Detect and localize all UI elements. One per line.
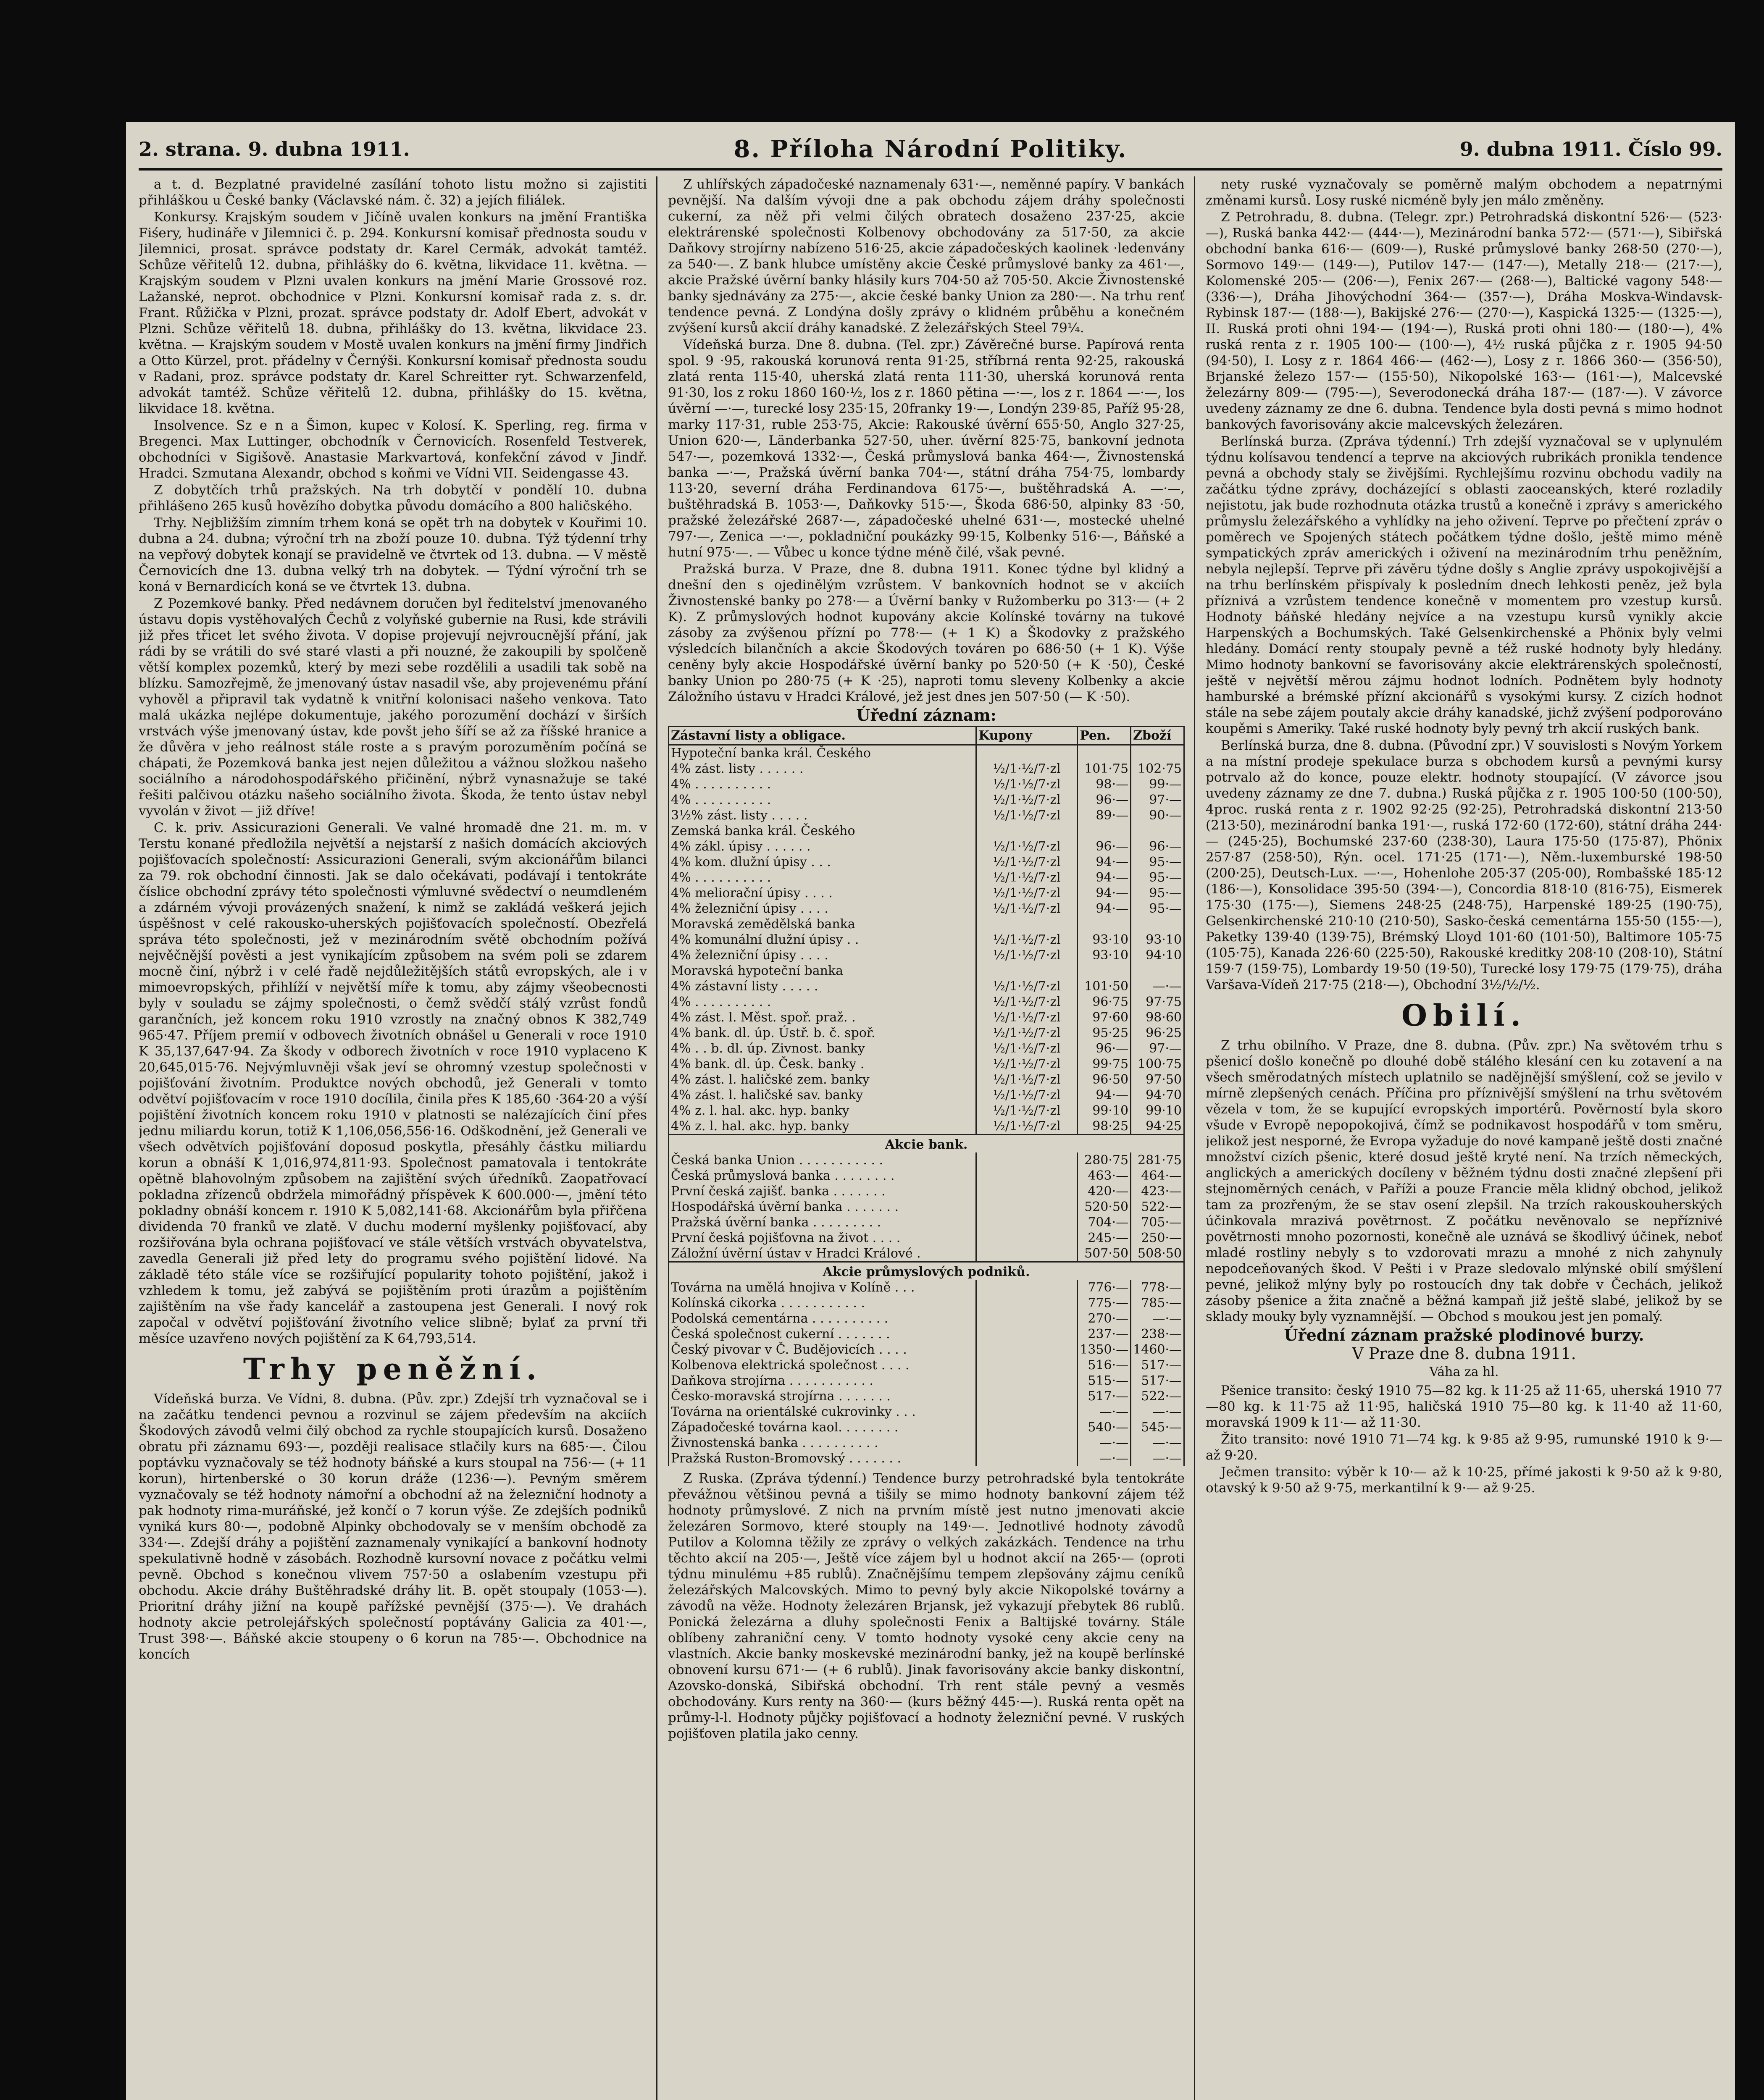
table-row bbox=[669, 1056, 1184, 1072]
row-pen: 463·— bbox=[1078, 1168, 1131, 1184]
row-zbozi: —·— bbox=[1131, 1404, 1184, 1420]
row-kupony: ½/1·½/7·zl bbox=[976, 1087, 1078, 1103]
row-zbozi: 96·— bbox=[1131, 839, 1184, 854]
table-row bbox=[669, 948, 1184, 963]
row-kupony: ½/1·½/7·zl bbox=[976, 808, 1078, 823]
row-kupony bbox=[976, 1435, 1078, 1451]
row-name: Záložní úvěrní ústav v Hradci Králové . bbox=[669, 1246, 976, 1262]
row-pen: 94·— bbox=[1078, 870, 1131, 885]
row-pen: 99·10 bbox=[1078, 1103, 1131, 1118]
grain-jecmen: Ječmen transito: výběr k 10·— až k 10·25, přímé jakosti k 9·50 až k 9·80, otavský k 9·50 až 9·75, merkantilní k 9·— až 9·25. bbox=[1206, 1465, 1722, 1496]
section-heading-trhy-penezni: Trhy peněžní. bbox=[243, 1352, 543, 1386]
table-row bbox=[669, 1246, 1184, 1262]
row-kupony: ½/1·½/7·zl bbox=[976, 839, 1078, 854]
row-zbozi: 785·— bbox=[1131, 1295, 1184, 1311]
column-divider bbox=[1194, 176, 1195, 2100]
article-videnska-burza-zaver: Vídeňská burza. Dne 8. dubna. (Tel. zpr.) Závěrečné burse. Papírová renta spol. 9 ·95, rakouská korunová renta 91·25, stříbrná renta 92·25, rakouská zlatá renta 115·40, uherská zlatá renta 111·30, uherská korunová renta 91·30, los z roku 1860 160·½, los z r. 1860 pětina —·—, los z r. 1864 —·—, los úvěrní —·—, turecké losy 235·15, 20franky 19·—, Londýn 239·85, Paříž 95·28, marky 117·31, ruble 253·75, Akcie: Rakouské úvěrní 655·50, Anglo 327·25, Union 620·—, Länderbanka 527·50, uher. úvěrní 825·75, bankovní jednota 547·—, pozemková 1332·—, Česká průmyslová banka 464·—, Živnostenská banka —·—, Pražská úvěrní banka 704·—, státní dráha 754·75, lombardy 113·20, severní dráha Ferdinandova 6175·—, buštěhradská A. —·—, buštěhradská B. 1053·—, Daňkovky 515·—, Škoda 686·50, alpinky 83 ·50, pražské železářské 2687·—, západočeské uhelné 631·—, mostecké uhelné 797·—, Zenica —·—, pokladniční poukázky 99·15, Kolbenky 516·—, Báňské a hutní 975·—. — Vůbec u konce týdne méně čilé, však pevné. bbox=[668, 337, 1185, 560]
table-row bbox=[669, 745, 1184, 761]
newspaper-page bbox=[126, 122, 1735, 2100]
row-kupony bbox=[976, 745, 1078, 761]
table-row bbox=[669, 885, 1184, 901]
row-name: 4% kom. dlužní úpisy . . . bbox=[669, 854, 976, 870]
row-pen: —·— bbox=[1078, 1435, 1131, 1451]
row-pen: 520·50 bbox=[1078, 1199, 1131, 1215]
row-zbozi: 508·50 bbox=[1131, 1246, 1184, 1262]
row-pen: —·— bbox=[1078, 1404, 1131, 1420]
row-kupony bbox=[976, 916, 1078, 932]
quotes-table bbox=[668, 726, 1185, 1466]
row-kupony: ½/1·½/7·zl bbox=[976, 948, 1078, 963]
row-zbozi: —·— bbox=[1131, 1435, 1184, 1451]
header-rule bbox=[139, 168, 1722, 171]
row-name: 4% komunální dlužní úpisy . . bbox=[669, 932, 976, 948]
col-header-kupony: Kupony bbox=[976, 727, 1078, 745]
row-kupony: ½/1·½/7·zl bbox=[976, 870, 1078, 885]
table-row bbox=[669, 1326, 1184, 1342]
row-name: Západočeské továrna kaol. . . . . . . . bbox=[669, 1420, 976, 1435]
row-name: 4% . . . . . . . . . . bbox=[669, 777, 976, 792]
article-konkursy: Konkursy. Krajským soudem v Jičíně uvalen konkurs na jmění Františka Fiśery, hudináře v Jilemnici č. p. 294. Konkursní komisař přednosta soudu v Jilemnici, prosat. správce podstaty dr. Karel Cermák, advokát tamtéž. Schůze věřitelů 12. dubna, přihlášky do 6. května, likvidace 11. května. — Krajským soudem v Plzni uvalen konkurs na jmění Marie Grossové roz. Lažanské, neprot. obchodnice v Plzni. Konkursní komisař rada z. s. dr. Frant. Růžička v Plzni, prozat. správce podstaty dr. Adolf Ebert, advokát v Plzni. Schůze věřitelů 18. dubna, přihlášky do 13. května, likvidace 23. května. — Krajským soudem v Mostě uvalen konkurs na jmění firmy Jindřich a Otto Kürzel, prot. přádelny v Černýši. Konkursní komisař přednosta soudu v Radani, proz. správce podstaty dr. Karel Schreitter ryt. Schwarzenfeld, advokát tamtéž. Schůze věřitelů 12. dubna, přihlášky do 15. května, likvidace 18. května. bbox=[139, 210, 647, 416]
row-zbozi: 98·60 bbox=[1131, 1010, 1184, 1025]
row-name: 4% zákl. úpisy . . . . . . bbox=[669, 839, 976, 854]
table-row bbox=[669, 1184, 1184, 1199]
table-row bbox=[669, 1357, 1184, 1373]
row-zbozi: 94·10 bbox=[1131, 948, 1184, 963]
row-kupony: ½/1·½/7·zl bbox=[976, 1056, 1078, 1072]
col-header-pen: Pen. bbox=[1078, 727, 1131, 745]
table-row bbox=[669, 1420, 1184, 1435]
table-row bbox=[669, 932, 1184, 948]
row-name: Český pivovar v Č. Budějovicích . . . . bbox=[669, 1342, 976, 1357]
row-zbozi: 96·25 bbox=[1131, 1025, 1184, 1041]
row-pen: 507·50 bbox=[1078, 1246, 1131, 1262]
article-prazske-hodnoty: Z uhlířských západočeské naznamenaly 631·—, neměnné papíry. V bankách pevnější. Na dalším vývoji dne a pak obchodu zájem dráhy společnosti cukerní, za něž při velmi čilých obratech dosaženo 237·25, akcie elektrárenské společnosti Kolbenovy obchodovány za 517·50, za akcie Daňkovy strojírny nabízeno 516·25, akcie západočeských kaolinek ·ledenvány za 540·—. Z bank hlubce umístěny akcie České průmyslové banky za 461·—, akcie Pražské úvěrní banky hlásily kurs 704·50 až 705·50. Akcie Živnostenské banky sjednávány za 275·—, akcie české banky Union za 280·—. Na trhu renť tendence pevná. Z Londýna došly zprávy o klidném průběhu a konečném zvýšení kursů akcií dráhy kanadské. Z železářských Steel 79¼. bbox=[668, 177, 1185, 336]
row-zbozi bbox=[1131, 963, 1184, 979]
group-heading-akcie-prumyslovych: Akcie průmyslových podniků. bbox=[669, 1262, 1184, 1280]
table-row bbox=[669, 1311, 1184, 1326]
article-subscription: a t. d. Bezplatné pravidelné zasílání tohoto listu možno si zajistiti přihláškou u České banky (Václavské nám. č. 32) a jejích filiálek. bbox=[139, 177, 647, 208]
row-kupony bbox=[976, 1357, 1078, 1373]
row-pen: 96·50 bbox=[1078, 1072, 1131, 1087]
row-pen: 96·— bbox=[1078, 839, 1131, 854]
row-kupony bbox=[976, 1326, 1078, 1342]
column-middle bbox=[668, 176, 1185, 2100]
table-row bbox=[669, 1087, 1184, 1103]
row-pen: 776·— bbox=[1078, 1280, 1131, 1295]
row-name: Moravská zemědělská banka bbox=[669, 916, 976, 932]
row-kupony bbox=[976, 1373, 1078, 1389]
row-name: 4% zást. l. Měst. spoř. praž. . bbox=[669, 1010, 976, 1025]
row-zbozi: 517·— bbox=[1131, 1373, 1184, 1389]
table-row bbox=[669, 1342, 1184, 1357]
table-row bbox=[669, 963, 1184, 979]
grain-psenice: Pšenice transito: český 1910 75—82 kg. k 11·25 až 11·65, uherská 1910 77—80 kg. k 11·75 až 11·95, haličská 1910 75—80 kg. k 11·40 až 11·60, moravská 1909 k 11·— až 11·30. bbox=[1206, 1383, 1722, 1430]
row-kupony bbox=[976, 1215, 1078, 1230]
row-kupony bbox=[976, 1184, 1078, 1199]
official-listing-title: Úřední záznam: bbox=[856, 706, 996, 724]
article-ruske-hodnoty: nety ruské vyznačovaly se poměrně malým obchodem a nepatrnými změnami kursů. Losy ruské nicméně byly jen málo změněny. bbox=[1206, 177, 1722, 208]
row-zbozi: —·— bbox=[1131, 979, 1184, 994]
row-name: Živnostenská banka . . . . . . . . . . bbox=[669, 1435, 976, 1451]
row-pen: 270·— bbox=[1078, 1311, 1131, 1326]
row-name: Pražská úvěrní banka . . . . . . . . . bbox=[669, 1215, 976, 1230]
article-prazska-burza: Pražská burza. V Praze, dne 8. dubna 1911. Konec týdne byl klidný a dnešní den s ojedinělým vzrůstem. V bankovních hodnot se v akciích Živnostenské banky po 278·— a Úvěrní banky v Ružomberku po 313·— (+ 2 K). Z průmyslových hodnot kupovány akcie Kolínské továrny na tukové zásoby za zvýšenou přízní po 778·— (+ 1 K) a Škodovky z pražského výsledcích bilančních a akcie Škodových továren po 686·50 (+ 1 K). Výše ceněny byly akcie Hospodářské úvěrní banky po 520·50 (+ K ·50), České banky Union po 280·75 (+ K ·25), naproti tomu sleveny Kolbenky a akcie Záložního ústavu v Hradci Králové, jež jest dnes jen 507·50 (— K ·50). bbox=[668, 562, 1185, 704]
row-name: 4% zást. listy . . . . . . bbox=[669, 761, 976, 777]
row-pen: 98·25 bbox=[1078, 1118, 1131, 1135]
row-pen bbox=[1078, 823, 1131, 839]
row-kupony bbox=[976, 1246, 1078, 1262]
row-pen: 280·75 bbox=[1078, 1152, 1131, 1168]
grain-zito: Žito transito: nové 1910 71—74 kg. k 9·85 až 9·95, rumunské 1910 k 9·— až 9·20. bbox=[1206, 1432, 1722, 1463]
article-z-trhu-obilniho: Z trhu obilního. V Praze, dne 8. dubna. (Pův. zpr.) Na světovém trhu s pšenicí došlo konečně po dlouhé době stálého klesání cen ku zotavení a na všech směrodatných místech uplatnilo se nadějnější smýšlení, což se jevilo v mírně zlepšených cenách. Příčina pro příznivější smýšlení na trhu světovém vězela v tom, že se kupující evropských importérů. Pověrností byla skoro všude v Evropě nepopokojivá, čímž se podnikavost hospodářů v tom směru, jelikož jest nesporné, že Evropa vyžaduje do nové kampaně ještě dosti značné množství cizích pšenic, které dosud ještě kryté není. Na trzích německých, anglických a amerických docíleny v běžném týdnu dosti značné zlepšení při stejnoměrných cenách, v Paříži a pouze Francie měla klidný obchod, jelikož tam za prozřeným, že se stav osení zlepšil. Na trzích rakouskouherských účinkovala mrazivá povětrnost. Z počátku nevěnovalo se nepříznivé povětrnosti mnoho pozornosti, konečně ale uznává se škodlivý účinek, neboť mladé rostliny nebyly s to vzdorovati mrazu a mnohé z nich zahynuly nepodceňovaných škod. V Pešti i v Praze sledovalo mlýnské obilí smýšlení pevné, jelikož mlýny byly po rostoucích dny tak dobře v Čechách, jelikož zásoby pšenice a žita značně a běžná kampaň již ještě slabé, jelikož by se sklady mouky byly vyznamnější. — Obchod s moukou jest jen pomalý. bbox=[1206, 1038, 1722, 1324]
row-pen: 94·— bbox=[1078, 854, 1131, 870]
row-kupony bbox=[976, 1152, 1078, 1168]
row-pen: 97·60 bbox=[1078, 1010, 1131, 1025]
table-row bbox=[669, 1435, 1184, 1451]
row-kupony: ½/1·½/7·zl bbox=[976, 854, 1078, 870]
row-kupony bbox=[976, 963, 1078, 979]
row-kupony: ½/1·½/7·zl bbox=[976, 792, 1078, 808]
row-name: Hospodářská úvěrní banka . . . . . . . bbox=[669, 1199, 976, 1215]
section-heading-obili: Obilí. bbox=[1401, 998, 1527, 1033]
row-kupony bbox=[976, 1295, 1078, 1311]
row-pen: 93·10 bbox=[1078, 932, 1131, 948]
table-row bbox=[669, 1215, 1184, 1230]
row-name: Česká banka Union . . . . . . . . . . . bbox=[669, 1152, 976, 1168]
running-header bbox=[139, 130, 1722, 168]
row-name: Česká průmyslová banka . . . . . . . . bbox=[669, 1168, 976, 1184]
row-kupony: ½/1·½/7·zl bbox=[976, 1010, 1078, 1025]
row-kupony: ½/1·½/7·zl bbox=[976, 994, 1078, 1010]
row-zbozi: 705·— bbox=[1131, 1215, 1184, 1230]
table-row bbox=[669, 823, 1184, 839]
row-kupony: ½/1·½/7·zl bbox=[976, 901, 1078, 916]
row-kupony bbox=[976, 1389, 1078, 1404]
row-zbozi bbox=[1131, 823, 1184, 839]
row-zbozi bbox=[1131, 916, 1184, 932]
row-name: Česko-moravská strojírna . . . . . . . bbox=[669, 1389, 976, 1404]
row-zbozi: —·— bbox=[1131, 1451, 1184, 1466]
row-pen: 98·— bbox=[1078, 777, 1131, 792]
table-row bbox=[669, 1010, 1184, 1025]
row-pen: 99·75 bbox=[1078, 1056, 1131, 1072]
table-row bbox=[669, 808, 1184, 823]
table-row bbox=[669, 1199, 1184, 1215]
row-kupony: ½/1·½/7·zl bbox=[976, 777, 1078, 792]
row-zbozi: 464·— bbox=[1131, 1168, 1184, 1184]
row-kupony bbox=[976, 1311, 1078, 1326]
row-pen: 96·75 bbox=[1078, 994, 1131, 1010]
row-pen: —·— bbox=[1078, 1451, 1131, 1466]
table-row bbox=[669, 1404, 1184, 1420]
table-row bbox=[669, 1041, 1184, 1056]
table-row bbox=[669, 1230, 1184, 1246]
row-name: Česká společnost cukerní . . . . . . . bbox=[669, 1326, 976, 1342]
article-trhy: Trhy. Nejbližším zimním trhem koná se opět trh na dobytek v Kouřimi 10. dubna a 24. dubna; výroční trh na zboží pouze 10. dubna. Týž týdenní trhy na vepřový dobytek konají se pravidelně ve čtvrtek od 13. dubna. — V městě Černovicích dne 13. dubna velký trh na dobytek. — Týdní výroční trh se koná v Bernardicích koná se ve čtvrtek 13. dubna. bbox=[139, 515, 647, 594]
row-zbozi: 95·— bbox=[1131, 901, 1184, 916]
table-row bbox=[669, 761, 1184, 777]
row-pen: 101·50 bbox=[1078, 979, 1131, 994]
row-kupony bbox=[976, 1404, 1078, 1420]
row-zbozi: 95·— bbox=[1131, 854, 1184, 870]
row-name: 4% . . b. dl. úp. Zivnost. banky bbox=[669, 1041, 976, 1056]
grain-listing-date: V Praze dne 8. dubna 1911. bbox=[1352, 1344, 1576, 1363]
row-zbozi: 423·— bbox=[1131, 1184, 1184, 1199]
row-name: 4% železniční úpisy . . . . bbox=[669, 901, 976, 916]
header-page-date: 2. strana. 9. dubna 1911. bbox=[139, 138, 410, 160]
row-pen: 515·— bbox=[1078, 1373, 1131, 1389]
row-pen: 420·— bbox=[1078, 1184, 1131, 1199]
column-right bbox=[1206, 176, 1722, 2100]
row-zbozi: 99·— bbox=[1131, 777, 1184, 792]
row-kupony bbox=[976, 1199, 1078, 1215]
row-name: Pražská Ruston-Bromovský . . . . . . . bbox=[669, 1451, 976, 1466]
article-dobytci-trhy: Z dobytčích trhů pražských. Na trh dobytčí v pondělí 10. dubna přihlášeno 265 kusů hovězího dobytka původu domácího a 800 haličského. bbox=[139, 483, 647, 514]
row-name: 4% železniční úpisy . . . . bbox=[669, 948, 976, 963]
row-name: 4% . . . . . . . . . . bbox=[669, 870, 976, 885]
row-name: 4% z. l. hal. akc. hyp. banky bbox=[669, 1118, 976, 1135]
grain-listing-note: Váha za hl. bbox=[1429, 1365, 1499, 1379]
row-name: Podolská cementárna . . . . . . . . . . bbox=[669, 1311, 976, 1326]
table-row bbox=[669, 979, 1184, 994]
row-name: Moravská hypoteční banka bbox=[669, 963, 976, 979]
row-name: První česká pojišťovna na život . . . . bbox=[669, 1230, 976, 1246]
row-pen: 94·— bbox=[1078, 1087, 1131, 1103]
row-kupony: ½/1·½/7·zl bbox=[976, 885, 1078, 901]
row-pen: 1350·— bbox=[1078, 1342, 1131, 1357]
row-name: 4% z. l. hal. akc. hyp. banky bbox=[669, 1103, 976, 1118]
grain-listing-title: Úřední záznam pražské plodinové burzy. bbox=[1284, 1326, 1644, 1344]
article-assicurazioni-generali: C. k. priv. Assicurazioni Generali. Ve valné hromadě dne 21. m. m. v Terstu konané předložila největší a nejstarší z našich domácích akciových pojišťovacích společností: Assicurazioni Generali, svým akcionářům bilanci za 79. rok obchodní činnosti. Jak se dalo očekávati, podávají i tentokráte číslice obchodní zprávy této společnosti výmluvné svědectví o neumdleném a zdárném vývoji provázených snažení, k nimž se zakládá veškerá jejich úspěšnost v celé rakousko-uherských pojišťovacích společností. Obezřelá správa této společnosti, jež v mezinárodním světě obchodním požívá nejvěčnější pověsti a jest vynikajícím způsobem na svém poli se zdarem mocně činí, nýbrž i v celé řadě nejdůležitějších států evropských, ale i v mimoevropských, přihlíží v největší míře k tomu, aby zájmy všeobecnosti byly v souladu se zájmy společnosti, o čemž svědčí stálý vzrůst fondů garančních, jež koncem roku 1910 vzrostly na značný obnos K 382,749 965·47. Příjem premií v odbovech životních obnášel u Generali v roce 1910 K 35,137,647·94. Za škody v odborech životních v roce 1910 vyplaceno K 20,645,015·76. Nejvýmluvněji však jeví se ohromný vzestup společnosti v pojišťování životním. Produktce nových obchodů, jež Generali v tomto odvětví pojišťovacím v roce 1910 docílila, činila přes K 185,60 ·364·20 a výší pojištění životních koncem roku 1910 v platnosti se nalézajících činí přes jednu miliardu korun, totiž K 1,106,056,556·16. Odškodnění, jež Generali ve všech odvětvích pojišťování doposud poskytla, přesáhly částku miliardu korun a obnáší K 1,016,974,811·93. Společnost pamatovala i tentokráte opětně blahovolným způsobem na zajištění svých úředníků. Zaopatřovací pokladna zřízenců obdržela mimořádný příspěvek K 600.000·—, jmění této pokladny obnáší koncem r. 1910 K 5,082,141·68. Akcionářům byla přiřčena dividenda 70 franků ve zlatě. V duchu moderní myšlenky pojišťovací, aby rozšiřována byla ochrana pojišťovací ve stále větších vrstvách obyvatelstva, zavedla Generali již před lety do programu svého pojištění lidové. Na základě této stále více se rozšiřující popularity tohoto pojištění, jakož i vzhledem k tomu, jež zabývá se pojištěním proti úrazům a pojištěním zajištěním na vše řady kancelář a zastoupena jest Generali. I nový rok započal v odvětví pojišťování životního velice slibně; bylať za první tři měsíce uzavřeno nových pojištění za K 64,793,514. bbox=[139, 820, 647, 1346]
group-heading-akcie-bank: Akcie bank. bbox=[669, 1135, 1184, 1153]
row-kupony: ½/1·½/7·zl bbox=[976, 1041, 1078, 1056]
col-header-zbozi: Zboží bbox=[1131, 727, 1184, 745]
row-name: Zemská banka král. Českého bbox=[669, 823, 976, 839]
table-row bbox=[669, 1072, 1184, 1087]
row-kupony: ½/1·½/7·zl bbox=[976, 1072, 1078, 1087]
row-pen: 540·— bbox=[1078, 1420, 1131, 1435]
article-berlinska-burza: Berlínská burza, dne 8. dubna. (Původní zpr.) V souvislosti s Novým Yorkem a na místní prodeje spekulace burza s obchodem kursů a pevnými kursy potrvalo až do konce, pouze elektr. hodnoty stoupající. (V závorce jsou uvedeny záznamy ze dne 7. dubna.) Ruská půjčka z r. 1905 100·50 (100·50), 4proc. ruská renta z r. 1902 92·25 (92·25), Petrohradská diskontní 213·50 (213·50), mezinárodní banka 191·—, ruská 172·60 (172·60), státní dráha 244·— (245·25), Bochumské 237·60 (238·30), Laura 175·50 (175·87), Phönix 257·87 (258·50), Rýn. ocel. 171·25 (171·—), Něm.-luxemburské 198·50 (200·25), Deutsch-Lux. —·—, Hohenlohe 205·37 (205·00), Rombašské 185·12 (186·—), Konsolidace 395·50 (394·—), Concordia 818·10 (816·75), Eismerek 175·30 (175·—), Siemens 248·25 (248·75), Harpenské 189·25 (190·75), Gelsenkirchenské 210·10 (210·50), Sasko-česká cementárna 155·50 (155·—), Paketky 139·40 (139·75), Brémský Lloyd 101·60 (101·50), Baltimore 105·75 (105·75), Kanada 226·60 (225·50), Rakouské kreditky 208·10 (208·10), Státní 159·7 (159·75), Lombardy 19·50 (19·50), Turecké losy 179·75 (179·75), dráha Varšava-Vídeň 217·75 (218·—), Obchodní 3½/½/½. bbox=[1206, 738, 1722, 992]
row-zbozi: —·— bbox=[1131, 1311, 1184, 1326]
row-name: 3½% zást. listy . . . . . bbox=[669, 808, 976, 823]
table-row bbox=[669, 916, 1184, 932]
row-kupony bbox=[976, 1280, 1078, 1295]
row-zbozi: 99·10 bbox=[1131, 1103, 1184, 1118]
table-row bbox=[669, 1168, 1184, 1184]
article-z-ruska: Z Ruska. (Zpráva týdenní.) Tendence burzy petrohradské byla tentokráte převážnou většinou pevná a tišily se mimo hodnoty bankovní zájem též hodnoty průmyslové. Z nich na prvním místě jest nutno jmenovati akcie železáren Sormovo, které stouply na 149·—. Jednotlivé hodnoty závodů Putilov a Kolomna těžily ze zprávy o velkých zakázkách. Tendence na trhu těchto akcií na 205·—, Ještě více zájem byl u hodnot akcií na 265·— (oproti týdnu minulému +85 rublů). Značnějšímu tempem zlepšovány zájmu ceníků železářských Malcovských. Mimo to pevný byly akcie Nikopolské továrny a závodů na věže. Hodnoty železáren Brjansk, jež vykazují přebytek 86 rublů. Ponická železárna a dluhy společnosti Fenix a Baltijské továrny. Stále oblíbeny zahraniční ceny. V tomto hodnoty vysoké ceny akcie ceny na vlastních. Akcie banky moskevské mezinárodní banky, jež na koupě berlínské obnovení kursu 671·— (+ 6 rublů). Jinak favorisovány akcie banky diskontní, Azovsko-donská, Sibiřská obchodní. Trh rent stále pevný a vesměs obchodovány. Kurs renty na 360·— (kurs běžný 445·—). Ruská renta opět na průmy-l-l. Hodnoty půjčky pojišťovací a hodnoty železniční pevné. V ruských pojišťoven platila jako cenny. bbox=[668, 1471, 1185, 1741]
row-kupony: ½/1·½/7·zl bbox=[976, 979, 1078, 994]
row-zbozi: 102·75 bbox=[1131, 761, 1184, 777]
row-zbozi: 94·70 bbox=[1131, 1087, 1184, 1103]
row-name: Továrna na orientálské cukrovinky . . . bbox=[669, 1404, 976, 1420]
table-row bbox=[669, 1103, 1184, 1118]
row-pen: 93·10 bbox=[1078, 948, 1131, 963]
row-zbozi: 97·— bbox=[1131, 1041, 1184, 1056]
table-row bbox=[669, 1451, 1184, 1466]
row-zbozi: 90·— bbox=[1131, 808, 1184, 823]
row-zbozi: 97·— bbox=[1131, 792, 1184, 808]
row-name: 4% meliorační úpisy . . . . bbox=[669, 885, 976, 901]
row-pen: 517·— bbox=[1078, 1389, 1131, 1404]
row-name: 4% . . . . . . . . . . bbox=[669, 792, 976, 808]
row-kupony: ½/1·½/7·zl bbox=[976, 1103, 1078, 1118]
table-row bbox=[669, 839, 1184, 854]
column-left bbox=[139, 176, 647, 2100]
column-divider bbox=[656, 176, 657, 2100]
row-zbozi: 522·— bbox=[1131, 1199, 1184, 1215]
table-row bbox=[669, 1389, 1184, 1404]
table-row bbox=[669, 870, 1184, 885]
row-pen: 237·— bbox=[1078, 1326, 1131, 1342]
row-pen: 516·— bbox=[1078, 1357, 1131, 1373]
table-row bbox=[669, 854, 1184, 870]
row-pen bbox=[1078, 963, 1131, 979]
row-kupony: ½/1·½/7·zl bbox=[976, 1025, 1078, 1041]
row-zbozi: 94·25 bbox=[1131, 1118, 1184, 1135]
article-insolvence: Insolvence. Sz e n a Šimon, kupec v Kolosí. K. Sperling, reg. firma v Bregenci. Max Luttinger, obchodník v Černovicích. Rosenfeld Testverek, obchodníci v Sigišově. Anastasie Markvartová, konfekční závod v Jindř. Hradci. Szmutana Alexandr, obchod s koňmi ve Vídni VII. Seidengasse 43. bbox=[139, 418, 647, 481]
row-kupony: ½/1·½/7·zl bbox=[976, 932, 1078, 948]
table-row bbox=[669, 994, 1184, 1010]
row-pen: 704·— bbox=[1078, 1215, 1131, 1230]
article-berlinska-burza-tydenni: Berlínská burza. (Zpráva týdenní.) Trh zdejší vyznačoval se v uplynulém týdnu kolísavou tendencí a teprve na akciových rubrikách pronikla tendence pevná a obchody staly se živějšími. Rychlejšímu rozvinu obchodu vadily na začátku týdne zprávy, docházející s oblasti zaoceanských, které rozladily nejistotu, jak bude rozhodnuta otázka trustů a konečně i zprávy s amerického průmyslu železářského a vyhlídky na jeho oživení. Teprve po přečtení zpráv o poměrech ve Spojených státech počátkem týdne došlo, ještě mimo méně sympatických zpráv amerických i oživení na mezinárodním trhu peněžním, nebyla nejlepší. Teprve při závěru týdne došly s Anglie zprávy uspokojivější a na trhu berlínském přispívaly k posledním dnech lehkosti peněz, jež byla příznivá a vzrůstem tendence konečně v momentem pro vzestup kursů. Hodnoty báňské hledány nejvíce a na vzestupu kursů vynikly akcie Harpenských a Bochumských. Také Gelsenkirchenské a Phönix byly velmi hledány. Domácí renty stoupaly pevně a též ruské hodnoty byly hledány. Mimo hodnoty bankovní se favorisovány akcie elektrárenských společností, ještě v největší měrou zájmu hodnot lodních. Podnětem byly hodnoty hamburské a brémské přízní akcionářů s vysokými kursy. Z cizích hodnot stále na sebe zájem poutaly akcie dráhy kanadské, jichž zvýšení podporováno koupěmi s Ameriky. Také ruské hodnoty byly pevný trh akcií ruských bank. bbox=[1206, 434, 1722, 736]
row-zbozi: 281·75 bbox=[1131, 1152, 1184, 1168]
row-zbozi: 522·— bbox=[1131, 1389, 1184, 1404]
row-name: Kolbenova elektrická společnost . . . . bbox=[669, 1357, 976, 1373]
row-zbozi: 93·10 bbox=[1131, 932, 1184, 948]
row-zbozi: 517·— bbox=[1131, 1357, 1184, 1373]
row-zbozi: 1460·— bbox=[1131, 1342, 1184, 1357]
article-videnska-burza: Vídeňská burza. Ve Vídni, 8. dubna. (Pův. zpr.) Zdejší trh vyznačoval se i na začátku tendenci pevnou a rozvinul se zájem především na akciích Škodových závodů velmi čilý obchod za rychle stoupajících kursů. Dosaženo obratu při záznamu 693·—, později realisace stlačily kurs na 685·—. Čilou poptávku vyznačovaly se též hodnoty báňské a kurs stoupal na 756·— (+ 11 korun), hirtenberské o 30 korun dráže (1236·—). Pevným směrem vyznačovaly se též hodnoty námořní a obchodní až na železniční hodnoty a pak hodnoty rima-muráňské, jež končí o 7 korun výše. Ze zdejších podniků vyniká kurs 80·—, podobně Alpinky obchodovaly se v menším obchodě za 334·—. Zdejší dráhy a pojištění zaznamenaly vynikající a bankovní hodnoty spekulativně hodně v zásobách. Rozhodně kursovní novace z počátku velmi pevně. Obchod s konečnou vlivem 757·50 a oslabením vzestupu při obchodu. Akcie dráhy Buštěhradské dráhy lit. B. opět stoupaly (1053·—). Prioritní dráhy jižní na koupě pařížské pevnější (375·—). Ve drahách hodnoty akcie petrolejářských společností poptávány Galicia za 401·—, Trust 398·—. Báňské akcie stoupeny o 6 korun na 785·—. Obchodnice na koncích bbox=[139, 1391, 647, 1662]
row-kupony bbox=[976, 1342, 1078, 1357]
row-name: 4% bank. dl. úp. Česk. banky . bbox=[669, 1056, 976, 1072]
row-zbozi: 100·75 bbox=[1131, 1056, 1184, 1072]
col-header-name: Zástavní listy a obligace. bbox=[669, 727, 976, 745]
row-pen: 96·— bbox=[1078, 792, 1131, 808]
row-name: Kolínská cikorka . . . . . . . . . . . bbox=[669, 1295, 976, 1311]
header-issue-number: 9. dubna 1911. Číslo 99. bbox=[1459, 138, 1722, 160]
table-row bbox=[669, 792, 1184, 808]
row-name: První česká zajišť. banka . . . . . . . bbox=[669, 1184, 976, 1199]
table-row bbox=[669, 901, 1184, 916]
row-zbozi: 95·— bbox=[1131, 885, 1184, 901]
row-name: 4% zást. l. haličské sav. banky bbox=[669, 1087, 976, 1103]
row-kupony bbox=[976, 1451, 1078, 1466]
row-pen bbox=[1078, 745, 1131, 761]
article-pozemkova-banka: Z Pozemkové banky. Před nedávnem doručen byl ředitelství jmenovaného ústavu dopis vystěhovalých Čechů z volyňské gubernie na Rusi, kde strávili již přes třicet let svého života. V dopise projevují nejvroucnější přání, jak rádi by se vrátili do své staré vlasti a při nouzné, že zakoupili by spolčeně větší komplex pozemků, který by mezi sebe rozdělili a usadili tak sobě na blízku. Samozřejmě, že jmenovaný ústav nasadil vše, aby projevenému přání vyhověl a připravil tak vydatně k vnitřní kolonisaci našeho venkova. Tato malá ukázka nejlépe dokumentuje, jakého porozumění dochází v širších vrstvách výše jmenovaný ústav, kde povšt jeho šíří se až za říšské hranice a že důvěra v jeho reálnost stále roste a s pravým porozuměním počíná se chápati, že Pozemková banka jest nejen důležitou a vážnou složkou našeho sociálního a národohospodářského přičinění, nýbrž vynasnažuje se také řešiti palčivou otázku našeho sociálního života. Škoda, že tento ústav nebyl vyvolán v život — již dříve! bbox=[139, 596, 647, 819]
header-title: 8. Příloha Národní Politiky. bbox=[733, 135, 1128, 163]
row-kupony bbox=[976, 1420, 1078, 1435]
row-zbozi: 545·— bbox=[1131, 1420, 1184, 1435]
table-row bbox=[669, 1280, 1184, 1295]
row-name: Daňkova strojírna . . . . . . . . . . . bbox=[669, 1373, 976, 1389]
row-pen: 96·— bbox=[1078, 1041, 1131, 1056]
row-kupony bbox=[976, 823, 1078, 839]
row-pen: 89·— bbox=[1078, 808, 1131, 823]
table-row bbox=[669, 1152, 1184, 1168]
row-zbozi: 97·75 bbox=[1131, 994, 1184, 1010]
row-pen: 775·— bbox=[1078, 1295, 1131, 1311]
row-zbozi: 238·— bbox=[1131, 1326, 1184, 1342]
table-row bbox=[669, 1373, 1184, 1389]
row-zbozi: 95·— bbox=[1131, 870, 1184, 885]
row-name: Hypoteční banka král. Českého bbox=[669, 745, 976, 761]
row-zbozi bbox=[1131, 745, 1184, 761]
table-row bbox=[669, 1025, 1184, 1041]
table-row bbox=[669, 1295, 1184, 1311]
table-row bbox=[669, 1118, 1184, 1135]
row-zbozi: 97·50 bbox=[1131, 1072, 1184, 1087]
row-pen: 95·25 bbox=[1078, 1025, 1131, 1041]
row-pen: 101·75 bbox=[1078, 761, 1131, 777]
row-kupony bbox=[976, 1168, 1078, 1184]
row-name: 4% zást. l. haličské zem. banky bbox=[669, 1072, 976, 1087]
row-zbozi: 778·— bbox=[1131, 1280, 1184, 1295]
row-kupony: ½/1·½/7·zl bbox=[976, 761, 1078, 777]
row-name: Továrna na umělá hnojiva v Kolíně . . . bbox=[669, 1280, 976, 1295]
row-pen: 94·— bbox=[1078, 901, 1131, 916]
table-row bbox=[669, 777, 1184, 792]
row-pen: 245·— bbox=[1078, 1230, 1131, 1246]
row-pen bbox=[1078, 916, 1131, 932]
row-name: 4% bank. dl. úp. Ústř. b. č. spoř. bbox=[669, 1025, 976, 1041]
row-kupony bbox=[976, 1230, 1078, 1246]
row-pen: 94·— bbox=[1078, 885, 1131, 901]
row-zbozi: 250·— bbox=[1131, 1230, 1184, 1246]
article-z-petrohradu: Z Petrohradu, 8. dubna. (Telegr. zpr.) Petrohradská diskontní 526·— (523·—), Ruská banka 442·— (444·—), Mezinárodní banka 572·— (571·—), Sibiřská obchodní banka 616·— (609·—), Ruské průmyslové banky 268·50 (270·—), Sormovo 149·— (149·—), Putilov 147·— (147·—), Metally 218·— (217·—), Kolomenské 205·— (206·—), Fenix 267·— (268·—), Baltické vagony 548·— (336·—), Dráha Jihovýchodní 364·— (357·—), Dráha Moskva-Windavsk-Rybinsk 187·— (188·—), Bakijské 276·— (270·—), Kaspická 1325·— (1325·—), II. Ruská proti ohni 194·— (194·—), Ruská proti ohni 180·— (180·—), 4% ruská renta z r. 1905 100·— (100·—), 4½ ruská půjčka z r. 1905 94·50 (94·50), I. Losy z r. 1864 466·— (462·—), Losy z r. 1866 360·— (356·50), Brjanské železo 157·— (155·50), Nikopolské 163·— (161·—), Malcevské železárny 809·— (795·—), Severodonecká dráha 187·— (187·—). V závorce uvedeny záznamy ze dne 6. dubna. Tendence byla dosti pevná s mimo hodnot bankových favorisovány akcie malcevských železáren. bbox=[1206, 210, 1722, 432]
row-kupony: ½/1·½/7·zl bbox=[976, 1118, 1078, 1135]
row-name: 4% zástavní listy . . . . . bbox=[669, 979, 976, 994]
row-name: 4% . . . . . . . . . . bbox=[669, 994, 976, 1010]
